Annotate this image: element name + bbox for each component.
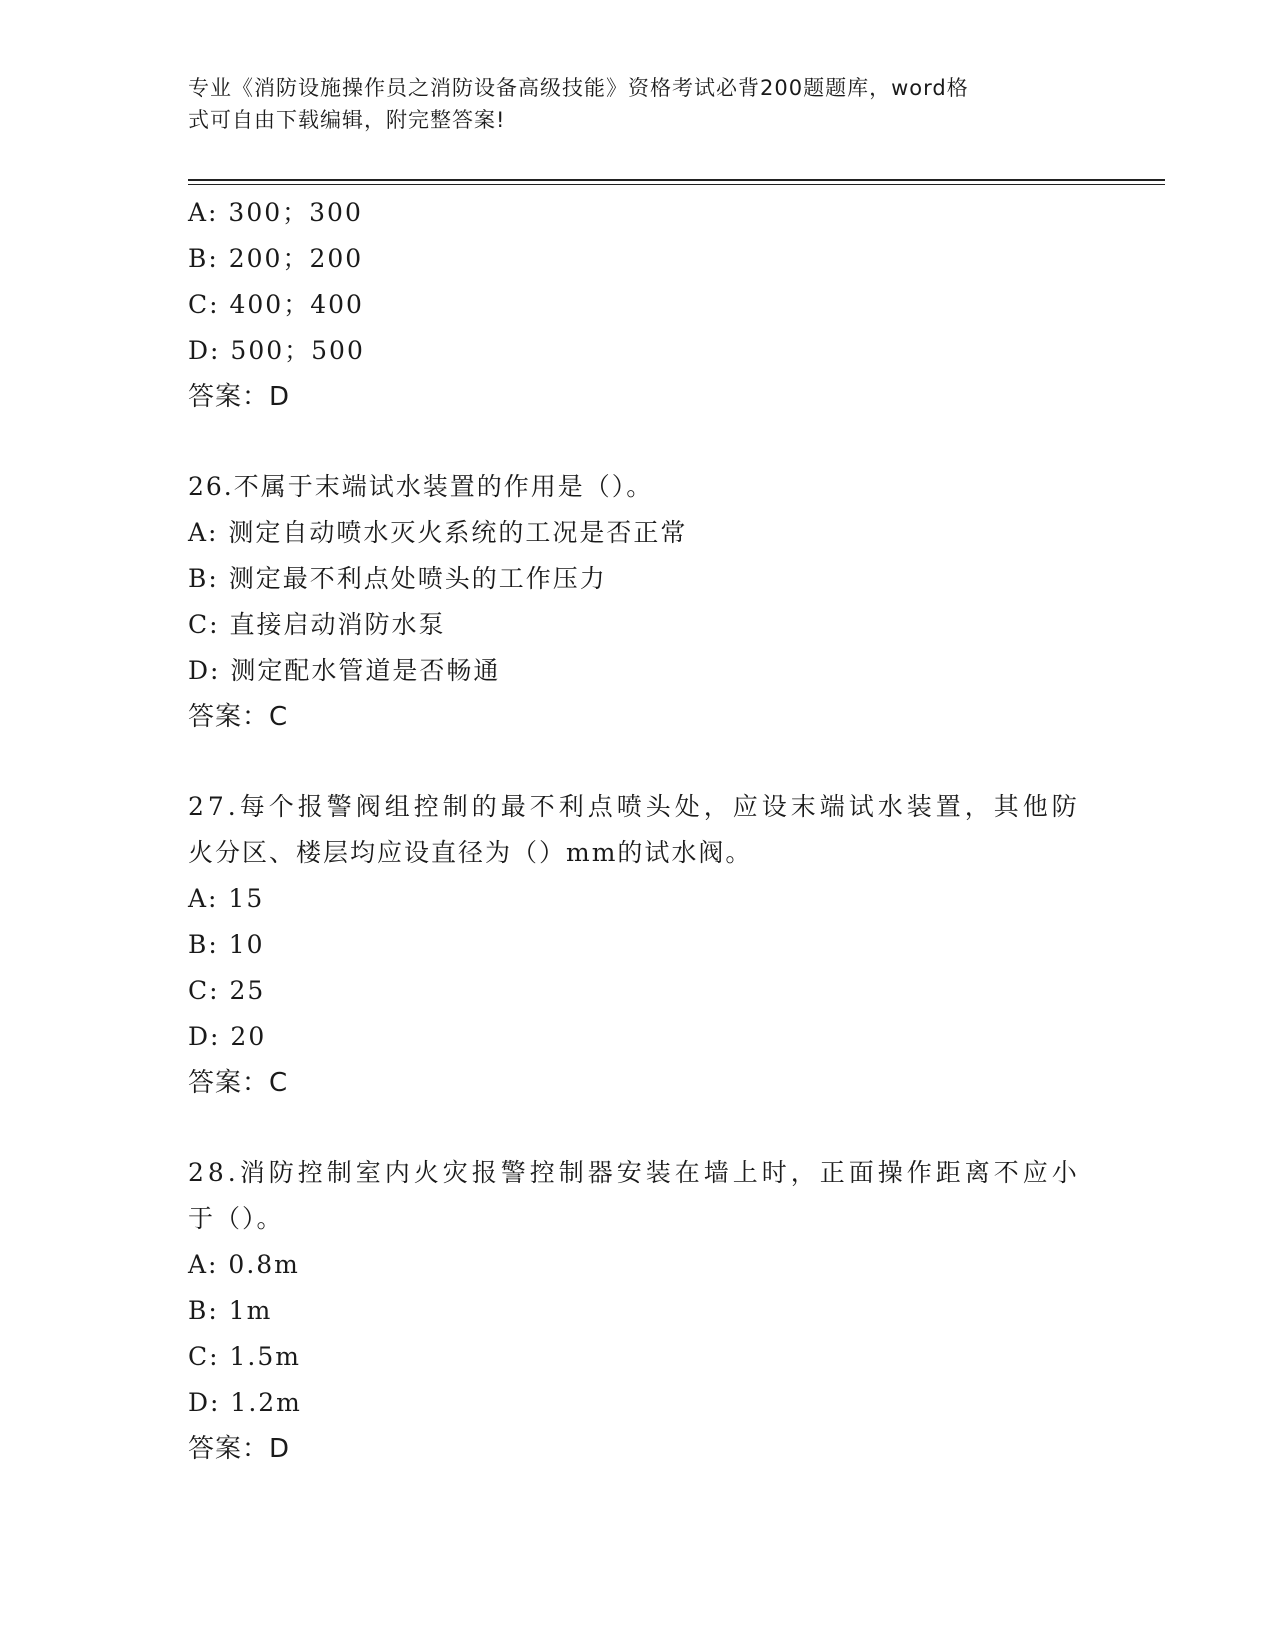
header-divider bbox=[188, 179, 1165, 181]
question-stem-line-2: 于（）。 bbox=[188, 1204, 284, 1233]
option-a: A: 0.8m bbox=[188, 1250, 300, 1279]
question-block-27 bbox=[188, 784, 1088, 1106]
answer-label: 答案：C bbox=[188, 1068, 289, 1098]
question-block-28 bbox=[188, 1150, 1088, 1472]
document-header bbox=[188, 72, 1088, 136]
option-b: B: 200；200 bbox=[188, 244, 364, 273]
option-b: B: 1m bbox=[188, 1296, 273, 1325]
answer-label: 答案：D bbox=[188, 382, 291, 412]
option-d: D: 20 bbox=[188, 1022, 267, 1051]
header-divider-thin bbox=[188, 184, 1165, 185]
question-stem: 26.不属于末端试水装置的作用是（）。 bbox=[188, 472, 654, 501]
option-a: A: 测定自动喷水灭火系统的工况是否正常 bbox=[188, 518, 688, 547]
option-d: D: 测定配水管道是否畅通 bbox=[188, 656, 501, 685]
option-c: C: 25 bbox=[188, 976, 266, 1005]
answer-label: 答案：C bbox=[188, 702, 289, 732]
header-title-line-1: 专业《消防设施操作员之消防设备高级技能》资格考试必背200题题库，word格 bbox=[188, 76, 969, 100]
header-title-line-2: 式可自由下载编辑，附完整答案! bbox=[188, 108, 506, 132]
option-d: D: 500；500 bbox=[188, 336, 365, 365]
question-stem-line-1: 28.消防控制室内火灾报警控制器安装在墙上时，正面操作距离不应小 bbox=[188, 1158, 1081, 1187]
option-b: B: 10 bbox=[188, 930, 265, 959]
option-c: C: 400；400 bbox=[188, 290, 364, 319]
answer-label: 答案：D bbox=[188, 1434, 291, 1464]
option-d: D: 1.2m bbox=[188, 1388, 302, 1417]
question-stem-line-1: 27.每个报警阀组控制的最不利点喷头处，应设末端试水装置，其他防 bbox=[188, 792, 1081, 821]
question-block-prev bbox=[188, 190, 1088, 420]
question-block-26 bbox=[188, 464, 1088, 740]
option-a: A: 300；300 bbox=[188, 198, 363, 227]
question-stem-line-2: 火分区、楼层均应设直径为（）mm的试水阀。 bbox=[188, 838, 753, 867]
option-c: C: 直接启动消防水泵 bbox=[188, 610, 446, 639]
option-c: C: 1.5m bbox=[188, 1342, 301, 1371]
option-a: A: 15 bbox=[188, 884, 265, 913]
option-b: B: 测定最不利点处喷头的工作压力 bbox=[188, 564, 607, 593]
question-list bbox=[188, 190, 1088, 1472]
